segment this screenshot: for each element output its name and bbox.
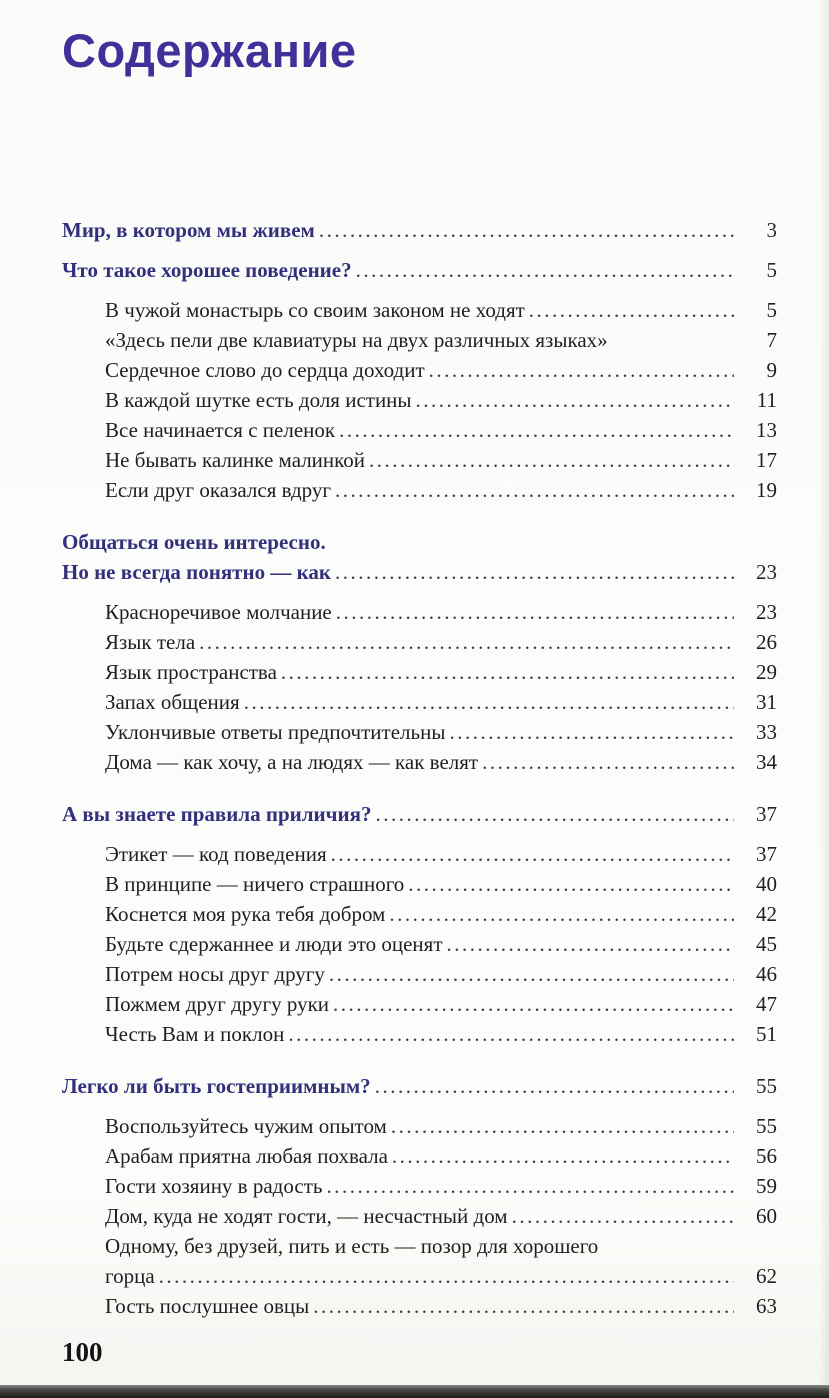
dot-leader bbox=[244, 687, 734, 717]
toc-entry-line bbox=[105, 1201, 777, 1231]
dot-leader bbox=[356, 255, 734, 285]
toc-item-entry bbox=[62, 385, 777, 415]
toc-entry-line bbox=[105, 687, 777, 717]
toc-entry-title: А вы знаете правила приличия? bbox=[62, 802, 372, 827]
dot-leader bbox=[335, 557, 734, 587]
toc-item-entry bbox=[62, 1111, 777, 1141]
dot-leader bbox=[416, 385, 734, 415]
toc-entry-title: Легко ли быть гостеприимным? bbox=[62, 1074, 371, 1099]
toc-entry-line bbox=[105, 839, 777, 869]
toc-item-entry bbox=[62, 325, 777, 355]
toc-entry-title: Не бывать калинке малинкой bbox=[105, 448, 366, 473]
toc-page-number: 46 bbox=[756, 962, 777, 987]
toc-page-number: 60 bbox=[756, 1204, 777, 1229]
toc-entry-line bbox=[105, 325, 777, 355]
toc-page-number: 9 bbox=[766, 358, 777, 383]
toc-entry-line bbox=[105, 899, 777, 929]
toc-item-entry bbox=[62, 1171, 777, 1201]
toc-page-number: 29 bbox=[756, 660, 777, 685]
toc-entry-line bbox=[62, 1071, 777, 1101]
toc-entry-line bbox=[105, 415, 777, 445]
dot-leader bbox=[375, 1071, 734, 1101]
toc-item-entry bbox=[62, 1291, 777, 1321]
toc-page-number: 34 bbox=[756, 750, 777, 775]
toc-item-entry bbox=[62, 1141, 777, 1171]
toc-section-entry bbox=[62, 255, 777, 285]
toc-entry-line bbox=[105, 657, 777, 687]
dot-leader bbox=[199, 627, 734, 657]
toc-page-number: 45 bbox=[756, 932, 777, 957]
toc-item-entry bbox=[62, 1231, 777, 1291]
toc-page-number: 33 bbox=[756, 720, 777, 745]
toc-entry-line bbox=[105, 1171, 777, 1201]
toc-entry-line bbox=[105, 717, 777, 747]
toc-page-number: 37 bbox=[756, 802, 777, 827]
dot-leader bbox=[331, 839, 734, 869]
page-title: Содержание bbox=[62, 24, 357, 77]
toc-entry-title: Уклончивые ответы предпочтительны bbox=[105, 720, 446, 745]
dot-leader bbox=[333, 989, 734, 1019]
toc-section-entry bbox=[62, 799, 777, 829]
toc-entry-title: Потрем носы друг другу bbox=[105, 962, 325, 987]
toc-page-number: 47 bbox=[756, 992, 777, 1017]
dot-leader bbox=[408, 869, 734, 899]
toc-item-entry bbox=[62, 747, 777, 777]
toc-entry-line bbox=[105, 869, 777, 899]
dot-leader bbox=[336, 597, 734, 627]
toc-item-entry bbox=[62, 1201, 777, 1231]
toc-item-entry bbox=[62, 687, 777, 717]
dot-leader bbox=[329, 959, 734, 989]
toc-entry-title: Все начинается с пеленок bbox=[105, 418, 336, 443]
toc-entry-title: Что такое хорошее поведение? bbox=[62, 258, 352, 283]
toc-item-entry bbox=[62, 627, 777, 657]
toc-entry-line bbox=[105, 355, 777, 385]
toc-entry-title: В принципе — ничего страшного bbox=[105, 872, 405, 897]
toc-entry-title: Красноречивое молчание bbox=[105, 600, 332, 625]
toc-item-entry bbox=[62, 959, 777, 989]
dot-leader bbox=[392, 1141, 734, 1171]
dot-leader bbox=[512, 1201, 734, 1231]
page-edge-shadow bbox=[819, 0, 829, 1398]
toc-entry-line bbox=[105, 445, 777, 475]
toc-entry-line bbox=[105, 747, 777, 777]
toc-page-number: 19 bbox=[756, 478, 777, 503]
dot-leader bbox=[288, 1019, 734, 1049]
toc-entry-line bbox=[105, 959, 777, 989]
toc-entry-title: «Здесь пели две клавиатуры на двух различных языках» bbox=[105, 328, 608, 353]
toc-entry-title: Этикет — код поведения bbox=[105, 842, 327, 867]
toc-section-entry bbox=[62, 215, 777, 245]
toc-page-number: 42 bbox=[756, 902, 777, 927]
toc-entry-title: Язык тела bbox=[105, 630, 196, 655]
dot-leader bbox=[429, 355, 734, 385]
toc-item-entry bbox=[62, 839, 777, 869]
dot-leader bbox=[482, 747, 734, 777]
toc-page-number: 40 bbox=[756, 872, 777, 897]
toc-item-entry bbox=[62, 989, 777, 1019]
dot-leader bbox=[449, 717, 734, 747]
toc-entry-line bbox=[105, 1291, 777, 1321]
toc-page-number: 37 bbox=[756, 842, 777, 867]
toc-list bbox=[62, 215, 777, 1321]
toc-page-number: 13 bbox=[756, 418, 777, 443]
toc-entry-title: В каждой шутке есть доля истины bbox=[105, 388, 412, 413]
toc-page-number: 56 bbox=[756, 1144, 777, 1169]
dot-leader bbox=[281, 657, 734, 687]
toc-item-entry bbox=[62, 717, 777, 747]
toc-entry-line bbox=[105, 1261, 777, 1291]
toc-entry-line bbox=[105, 627, 777, 657]
toc-item-entry bbox=[62, 475, 777, 505]
toc-entry-title: Дом, куда не ходят гости, — несчастный дом bbox=[105, 1204, 508, 1229]
dot-leader bbox=[389, 899, 734, 929]
toc-entry-line bbox=[105, 1019, 777, 1049]
dot-leader bbox=[159, 1261, 734, 1291]
toc-entry-line bbox=[105, 295, 777, 325]
toc-item-entry bbox=[62, 415, 777, 445]
toc-item-entry bbox=[62, 869, 777, 899]
toc-page-number: 62 bbox=[756, 1264, 777, 1289]
toc-page-number: 59 bbox=[756, 1174, 777, 1199]
toc-page-number: 11 bbox=[756, 388, 777, 413]
toc-section-entry bbox=[62, 527, 777, 587]
scan-edge-strip bbox=[0, 1385, 829, 1398]
toc-item-entry bbox=[62, 929, 777, 959]
toc-item-entry bbox=[62, 445, 777, 475]
toc-entry-line bbox=[105, 597, 777, 627]
toc-section-entry bbox=[62, 1071, 777, 1101]
toc-entry-title: горца bbox=[105, 1264, 155, 1289]
toc-entry-title: Мир, в котором мы живем bbox=[62, 218, 315, 243]
toc-entry-wrap-line: Общаться очень интересно. bbox=[62, 530, 326, 555]
toc-page-number: 5 bbox=[766, 258, 777, 283]
toc-entry-title: Гости хозяину в радость bbox=[105, 1174, 323, 1199]
toc-entry-title: Пожмем друг другу руки bbox=[105, 992, 330, 1017]
dot-leader bbox=[339, 415, 734, 445]
dot-leader bbox=[529, 295, 734, 325]
toc-item-entry bbox=[62, 597, 777, 627]
toc-entry-title: В чужой монастырь со своим законом не ходят bbox=[105, 298, 525, 323]
toc-entry-line bbox=[62, 255, 777, 285]
toc-entry-title: Воспользуйтесь чужим опытом bbox=[105, 1114, 387, 1139]
toc-page-number: 5 bbox=[766, 298, 777, 323]
toc-entry-title: Будьте сдержаннее и люди это оценят bbox=[105, 932, 443, 957]
toc-entry-title: Запах общения bbox=[105, 690, 240, 715]
toc-entry-line bbox=[62, 215, 777, 245]
toc-page-number: 17 bbox=[756, 448, 777, 473]
toc-item-entry bbox=[62, 355, 777, 385]
dot-leader bbox=[326, 1171, 734, 1201]
toc-entry-line bbox=[62, 799, 777, 829]
toc-page-number: 31 bbox=[756, 690, 777, 715]
toc-entry-title: Дома — как хочу, а на людях — как велят bbox=[105, 750, 479, 775]
dot-leader bbox=[375, 799, 734, 829]
toc-page-number: 26 bbox=[756, 630, 777, 655]
toc-page-number: 63 bbox=[756, 1294, 777, 1319]
toc-entry-wrap-line: Одному, без друзей, пить и есть — позор для хорошего bbox=[105, 1234, 599, 1259]
toc-entry-line bbox=[105, 1111, 777, 1141]
toc-page-number: 55 bbox=[756, 1114, 777, 1139]
toc-item-entry bbox=[62, 657, 777, 687]
toc-item-entry bbox=[62, 295, 777, 325]
toc-page-number: 55 bbox=[756, 1074, 777, 1099]
toc-entry-line bbox=[62, 557, 777, 587]
toc-entry-line bbox=[105, 929, 777, 959]
toc-entry-line bbox=[105, 989, 777, 1019]
toc-entry-line bbox=[105, 475, 777, 505]
toc-entry-title: Сердечное слово до сердца доходит bbox=[105, 358, 425, 383]
toc-item-entry bbox=[62, 899, 777, 929]
dot-leader bbox=[369, 445, 734, 475]
toc-page-number: 51 bbox=[756, 1022, 777, 1047]
toc-page-number: 23 bbox=[756, 560, 777, 585]
toc-page-number: 3 bbox=[766, 218, 777, 243]
dot-leader bbox=[313, 1291, 734, 1321]
page-footer-number: 100 bbox=[62, 1337, 103, 1368]
toc-entry-title: Но не всегда понятно — как bbox=[62, 560, 331, 585]
dot-leader bbox=[319, 215, 734, 245]
dot-leader bbox=[447, 929, 734, 959]
toc-entry-title: Честь Вам и поклон bbox=[105, 1022, 285, 1047]
toc-item-entry bbox=[62, 1019, 777, 1049]
toc-entry-line bbox=[105, 385, 777, 415]
toc-entry-title: Если друг оказался вдруг bbox=[105, 478, 332, 503]
toc-entry-line bbox=[105, 1141, 777, 1171]
toc-page-number: 23 bbox=[756, 600, 777, 625]
toc-entry-title: Коснется моя рука тебя добром bbox=[105, 902, 386, 927]
dot-leader bbox=[391, 1111, 734, 1141]
toc-page-number: 7 bbox=[766, 328, 777, 353]
toc-entry-title: Гость послушнее овцы bbox=[105, 1294, 310, 1319]
dot-leader bbox=[335, 475, 734, 505]
toc-entry-title: Язык пространства bbox=[105, 660, 277, 685]
toc-entry-title: Арабам приятна любая похвала bbox=[105, 1144, 388, 1169]
